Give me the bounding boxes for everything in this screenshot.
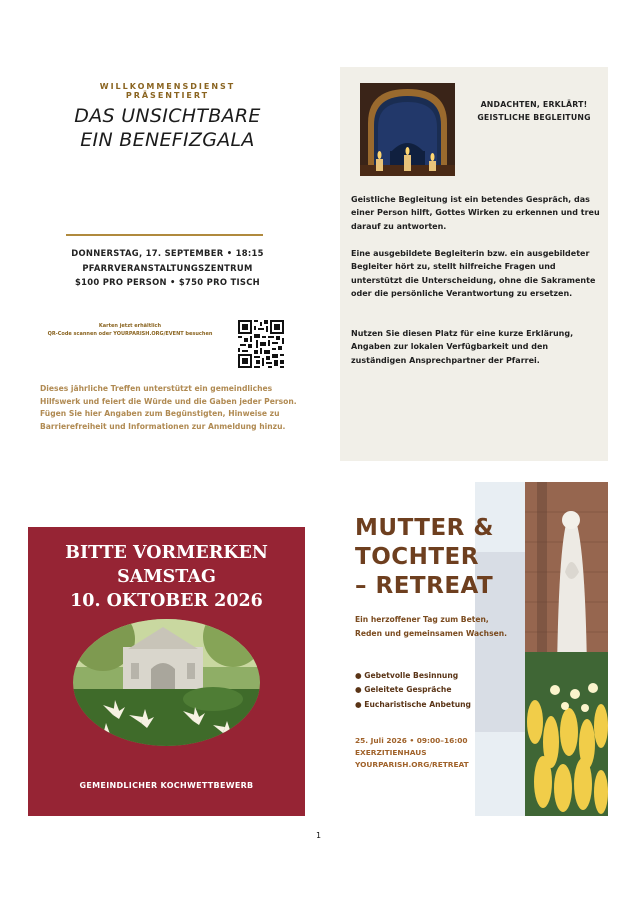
church-garden-image [73, 619, 260, 746]
retreat-bullet: ● Eucharistische Anbetung [355, 700, 471, 709]
guidance-panel [340, 67, 608, 461]
ticket-note-line2[interactable]: QR-Code scannen oder YOURPARISH.ORG/EVENT besuchen [47, 331, 213, 337]
gala-kicker-line2: PRÄSENTIERT [125, 91, 210, 98]
gala-kicker-line1: WILLKOMMENSDIENST [99, 82, 236, 91]
save-line-2: SAMSTAG [117, 567, 216, 587]
gala-date: DONNERSTAG, 17. SEPTEMBER • 18:15 [71, 248, 264, 258]
save-line-1: BITTE VORMERKEN [65, 543, 268, 563]
gala-details [30, 246, 305, 290]
retreat-title [355, 514, 535, 594]
retreat-title-line3: – RETREAT [355, 573, 494, 594]
gala-kicker [30, 82, 305, 98]
gala-price: $100 PRO PERSON • $750 PRO TISCH [75, 277, 260, 287]
qr-code-icon[interactable] [238, 320, 284, 368]
retreat-title-line2: TOCHTER [355, 544, 479, 570]
gala-title-line2: EIN BENEFIZGALA [80, 129, 255, 151]
retreat-bullet: ● Gebetvolle Besinnung [355, 671, 459, 680]
gala-title [30, 104, 305, 152]
ticket-note-line1: Karten jetzt erhältlich [98, 323, 162, 329]
retreat-bullet: ● Geleitete Gespräche [355, 685, 452, 694]
save-line-3: 10. OKTOBER 2026 [70, 591, 263, 611]
retreat-panel [340, 482, 608, 816]
gala-description: Dieses jährliche Treffen unterstützt ein gemeindliches Hilfswerk und feiert die Würde und die Gaben jeder Person. Fügen Sie hier Angaben zum Begünstigten, Hinweise zu Barrierefreiheit und Informationen zur Anmeldung hinzu. [40, 384, 297, 431]
candles-arch-image [360, 83, 455, 176]
ticket-note [30, 322, 230, 338]
guidance-paragraph-3: Nutzen Sie diesen Platz für eine kurze Erklärung, Angaben zur lokalen Verfügbarkeit und den zuständigen Ansprechpartner der Pfarrei. [351, 329, 574, 365]
guidance-heading-line1: ANDACHTEN, ERKLÄRT! [480, 100, 588, 109]
retreat-venue: EXERZITIENHAUS [355, 748, 427, 757]
save-the-date-panel [28, 527, 305, 816]
cooking-contest-label: GEMEINDLICHER KOCHWETTBEWERB [79, 781, 254, 790]
gala-panel [30, 70, 305, 460]
save-the-date-heading [28, 541, 305, 613]
retreat-link[interactable]: YOURPARISH.ORG/RETREAT [355, 760, 469, 769]
guidance-paragraph-2: Eine ausgebildete Begleiterin bzw. ein ausgebildeter Begleiter hört zu, stellt hilfreiche Fragen und unterstützt die Unterscheidung, ohne die Sakramente oder die persönliche Verantwortung zu ersetzen. [351, 249, 596, 299]
retreat-date: 25. Juli 2026 • 09:00–16:00 [355, 736, 468, 745]
guidance-heading [460, 98, 608, 124]
retreat-description: Ein herzoffener Tag zum Beten, Reden und gemeinsamen Wachsen. [355, 615, 508, 638]
guidance-paragraph-1: Geistliche Begleitung ist ein betendes Gespräch, das einer Person hilft, Gottes Wirken zu erkennen und treu darauf zu antworten. [351, 195, 600, 231]
guidance-heading-line2: GEISTLICHE BEGLEITUNG [477, 113, 591, 122]
gold-divider [66, 234, 263, 236]
gala-venue: PFARRVERANSTALTUNGSZENTRUM [82, 262, 253, 273]
page-number: 1 [315, 831, 322, 840]
retreat-info [355, 735, 535, 771]
gala-title-line1: DAS UNSICHTBARE [74, 105, 261, 127]
retreat-title-line1: MUTTER & [355, 515, 494, 541]
